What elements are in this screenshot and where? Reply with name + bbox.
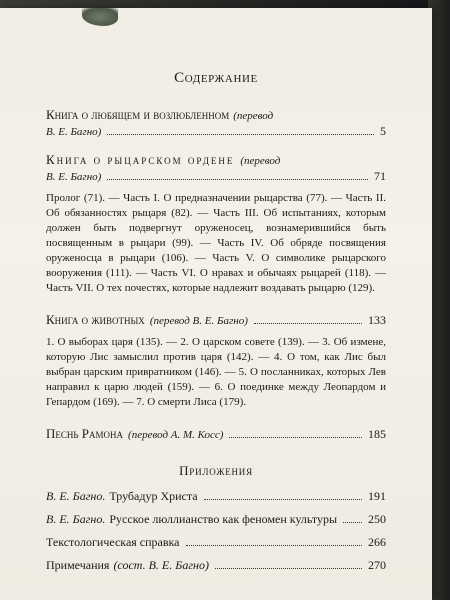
dot-leader bbox=[343, 522, 362, 523]
toc-entry bbox=[46, 312, 386, 410]
appendix-page: 266 bbox=[368, 535, 386, 549]
entry-translator: (перевод В. Е. Багно) bbox=[149, 315, 248, 327]
appendix-entry-line bbox=[46, 489, 386, 504]
entry-page: 133 bbox=[368, 313, 386, 327]
appendix-entry-line bbox=[46, 512, 386, 527]
entry-translator-part2: В. Е. Багно) bbox=[46, 171, 102, 183]
dot-leader bbox=[215, 568, 362, 569]
entry-page: 71 bbox=[374, 169, 386, 183]
dot-leader bbox=[254, 323, 362, 324]
dot-leader bbox=[229, 437, 362, 438]
dot-leader bbox=[107, 179, 368, 180]
appendix-author: В. Е. Багно. bbox=[46, 512, 106, 526]
toc-entry-line bbox=[46, 152, 386, 169]
entry-title: Книга о рыцарском ордене bbox=[46, 152, 235, 167]
entry-translator-part1: (перевод bbox=[240, 155, 281, 167]
appendix-suffix: (сост. В. Е. Багно) bbox=[113, 558, 209, 572]
toc-entry-line bbox=[46, 426, 386, 443]
toc-entry-line bbox=[46, 312, 386, 329]
leaf-decoration bbox=[82, 8, 118, 26]
dot-leader bbox=[186, 545, 362, 546]
entry-details: 1. О выборах царя (135). — 2. О царском совете (139). — 3. Об измене, которую Лис замыслил против царя (142). — 4. О том, как Лис был выбран царским привратником (146). — 5. О посланниках, которых Лев направил к царю людей (159). — 6. О поединке между Леопардом и Гепардом (169). — 7. О смерти Лиса (179). bbox=[46, 336, 386, 408]
toc-title: Содержание bbox=[174, 70, 258, 86]
toc-entry-line bbox=[46, 169, 386, 185]
entry-title: Книга о любящем и возлюбленном bbox=[46, 107, 230, 122]
appendix-entry bbox=[46, 489, 386, 504]
appendix-entry bbox=[46, 535, 386, 550]
entry-details: Пролог (71). — Часть I. О предназначении рыцарства (77). — Часть II. Об обязанностях рыцаря (82). — Часть III. Об испытаниях, которым должен быть подвергнут оруженосец, вознамерившийся быть посвященным в рыцари (99). — Часть IV. Об обряде посвящения оруженосца в рыцари (106). — Часть V. О символике рыцарского вооружения (111). — Часть VI. О нравах и обычаях рыцарей (118). — Часть VII. О тех почестях, которые надлежит воздавать рыцарю (129). bbox=[46, 192, 386, 294]
appendix-title-text: Примечания bbox=[46, 558, 110, 572]
appendix-entry bbox=[46, 558, 386, 573]
appendix-page: 270 bbox=[368, 558, 386, 572]
table-of-contents bbox=[46, 70, 386, 581]
appendix-title-text: Текстологическая справка bbox=[46, 535, 180, 549]
dot-leader bbox=[107, 134, 374, 135]
toc-entry bbox=[46, 426, 386, 443]
book-page bbox=[0, 8, 432, 600]
entry-page: 5 bbox=[380, 124, 386, 138]
toc-entry-line bbox=[46, 124, 386, 140]
toc-entry bbox=[46, 152, 386, 296]
appendix-entry bbox=[46, 512, 386, 527]
entry-title: Книга о животных bbox=[46, 312, 145, 327]
entry-page: 185 bbox=[368, 427, 386, 441]
entry-translator-part2: В. Е. Багно) bbox=[46, 126, 102, 138]
appendix-entry-line bbox=[46, 558, 386, 573]
appendix-title-text: Трубадур Христа bbox=[109, 489, 198, 503]
entry-translator-part1: (перевод bbox=[233, 110, 274, 122]
appendix-page: 191 bbox=[368, 489, 386, 503]
appendix-title: Приложения bbox=[179, 463, 253, 478]
appendix-entry-line bbox=[46, 535, 386, 550]
appendix-page: 250 bbox=[368, 512, 386, 526]
appendix-title-text: Русское люллианство как феномен культуры bbox=[109, 512, 338, 526]
appendix-author: В. Е. Багно. bbox=[46, 489, 106, 503]
toc-entry-line bbox=[46, 107, 386, 124]
dot-leader bbox=[204, 499, 362, 500]
entry-title: Песнь Рамона bbox=[46, 426, 124, 441]
entry-translator: (перевод А. М. Косс) bbox=[128, 429, 224, 441]
toc-entry bbox=[46, 107, 386, 140]
